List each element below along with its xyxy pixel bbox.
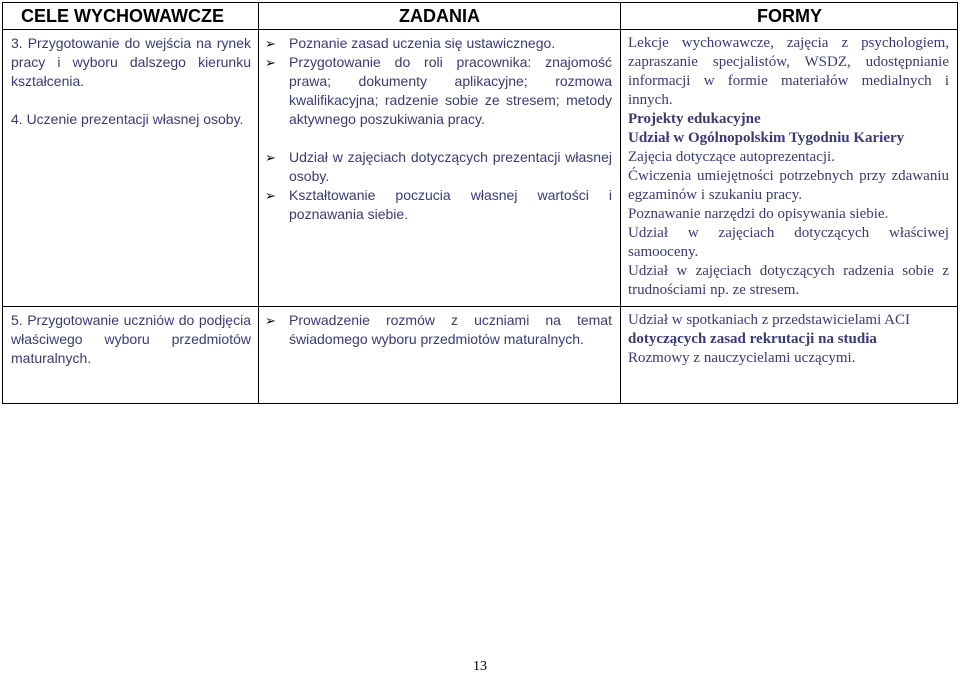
arrow-bullet-icon: ➢ [265, 188, 276, 203]
tasks-cell [259, 307, 621, 404]
header-forms: FORMY [621, 3, 958, 30]
arrow-bullet-icon: ➢ [265, 55, 276, 70]
task-item: ➢ Prowadzenie rozmów z uczniami na temat świadomego wyboru przedmiotów maturalnych. [265, 312, 612, 347]
goal-item: 3. Przygotowanie do wejścia na rynek pracy i wyboru dalszego kierunku kształcenia. [11, 35, 251, 89]
goal-item: 4. Uczenie prezentacji własnej osoby. [11, 111, 244, 127]
form-item: Rozmowy z nauczycielami uczącymi. [628, 350, 856, 366]
task-item: ➢ Przygotowanie do roli pracownika: znajomość prawa; dokumenty aplikacyjne; rozmowa kwalifikacyjna; radzenie sobie ze stresem; metody aktywnego poszukiwania pracy. [265, 54, 612, 127]
page-number: 13 [473, 659, 487, 674]
form-item: Udział w zajęciach dotyczących radzenia sobie z trudnościami np. ze stresem. [628, 263, 949, 298]
table-row [3, 30, 958, 307]
table-header-row [3, 3, 958, 30]
goals-cell [3, 30, 259, 307]
arrow-bullet-icon: ➢ [265, 313, 276, 328]
goal-item: 5. Przygotowanie uczniów do podjęcia właściwego wyboru przedmiotów maturalnych. [11, 312, 251, 366]
task-item: ➢ Kształtowanie poczucia własnej wartości i poznawania siebie. [265, 187, 612, 222]
task-item: ➢ Poznanie zasad uczenia się ustawicznego. [265, 35, 556, 51]
arrow-bullet-icon: ➢ [265, 150, 276, 165]
education-plan-table [2, 2, 958, 404]
task-item: ➢ Udział w zajęciach dotyczących prezentacji własnej osoby. [265, 149, 612, 184]
header-goals: CELE WYCHOWAWCZE [3, 3, 259, 30]
form-item: Poznawanie narzędzi do opisywania siebie. [628, 206, 889, 222]
form-item: dotyczących zasad rekrutacji na studia [628, 331, 877, 347]
goals-cell [3, 307, 259, 404]
header-tasks: ZADANIA [259, 3, 621, 30]
form-item: Lekcje wychowawcze, zajęcia z psychologiem, zapraszanie specjalistów, WSDZ, udostępnianie informacji w formie materiałów medialnych i innych. [628, 35, 949, 108]
forms-cell [621, 30, 958, 307]
tasks-cell [259, 30, 621, 307]
arrow-bullet-icon: ➢ [265, 36, 276, 51]
form-item: Projekty edukacyjne [628, 111, 761, 127]
form-item: Zajęcia dotyczące autoprezentacji. [628, 149, 835, 165]
form-item: Udział w Ogólnopolskim Tygodniu Kariery [628, 130, 905, 146]
table-row [3, 307, 958, 404]
form-item: Ćwiczenia umiejętności potrzebnych przy zdawaniu egzaminów i szukaniu pracy. [628, 168, 949, 203]
form-item: Udział w spotkaniach z przedstawicielami ACI [628, 312, 910, 328]
forms-cell [621, 307, 958, 404]
form-item: Udział w zajęciach dotyczących właściwej samooceny. [628, 225, 949, 260]
